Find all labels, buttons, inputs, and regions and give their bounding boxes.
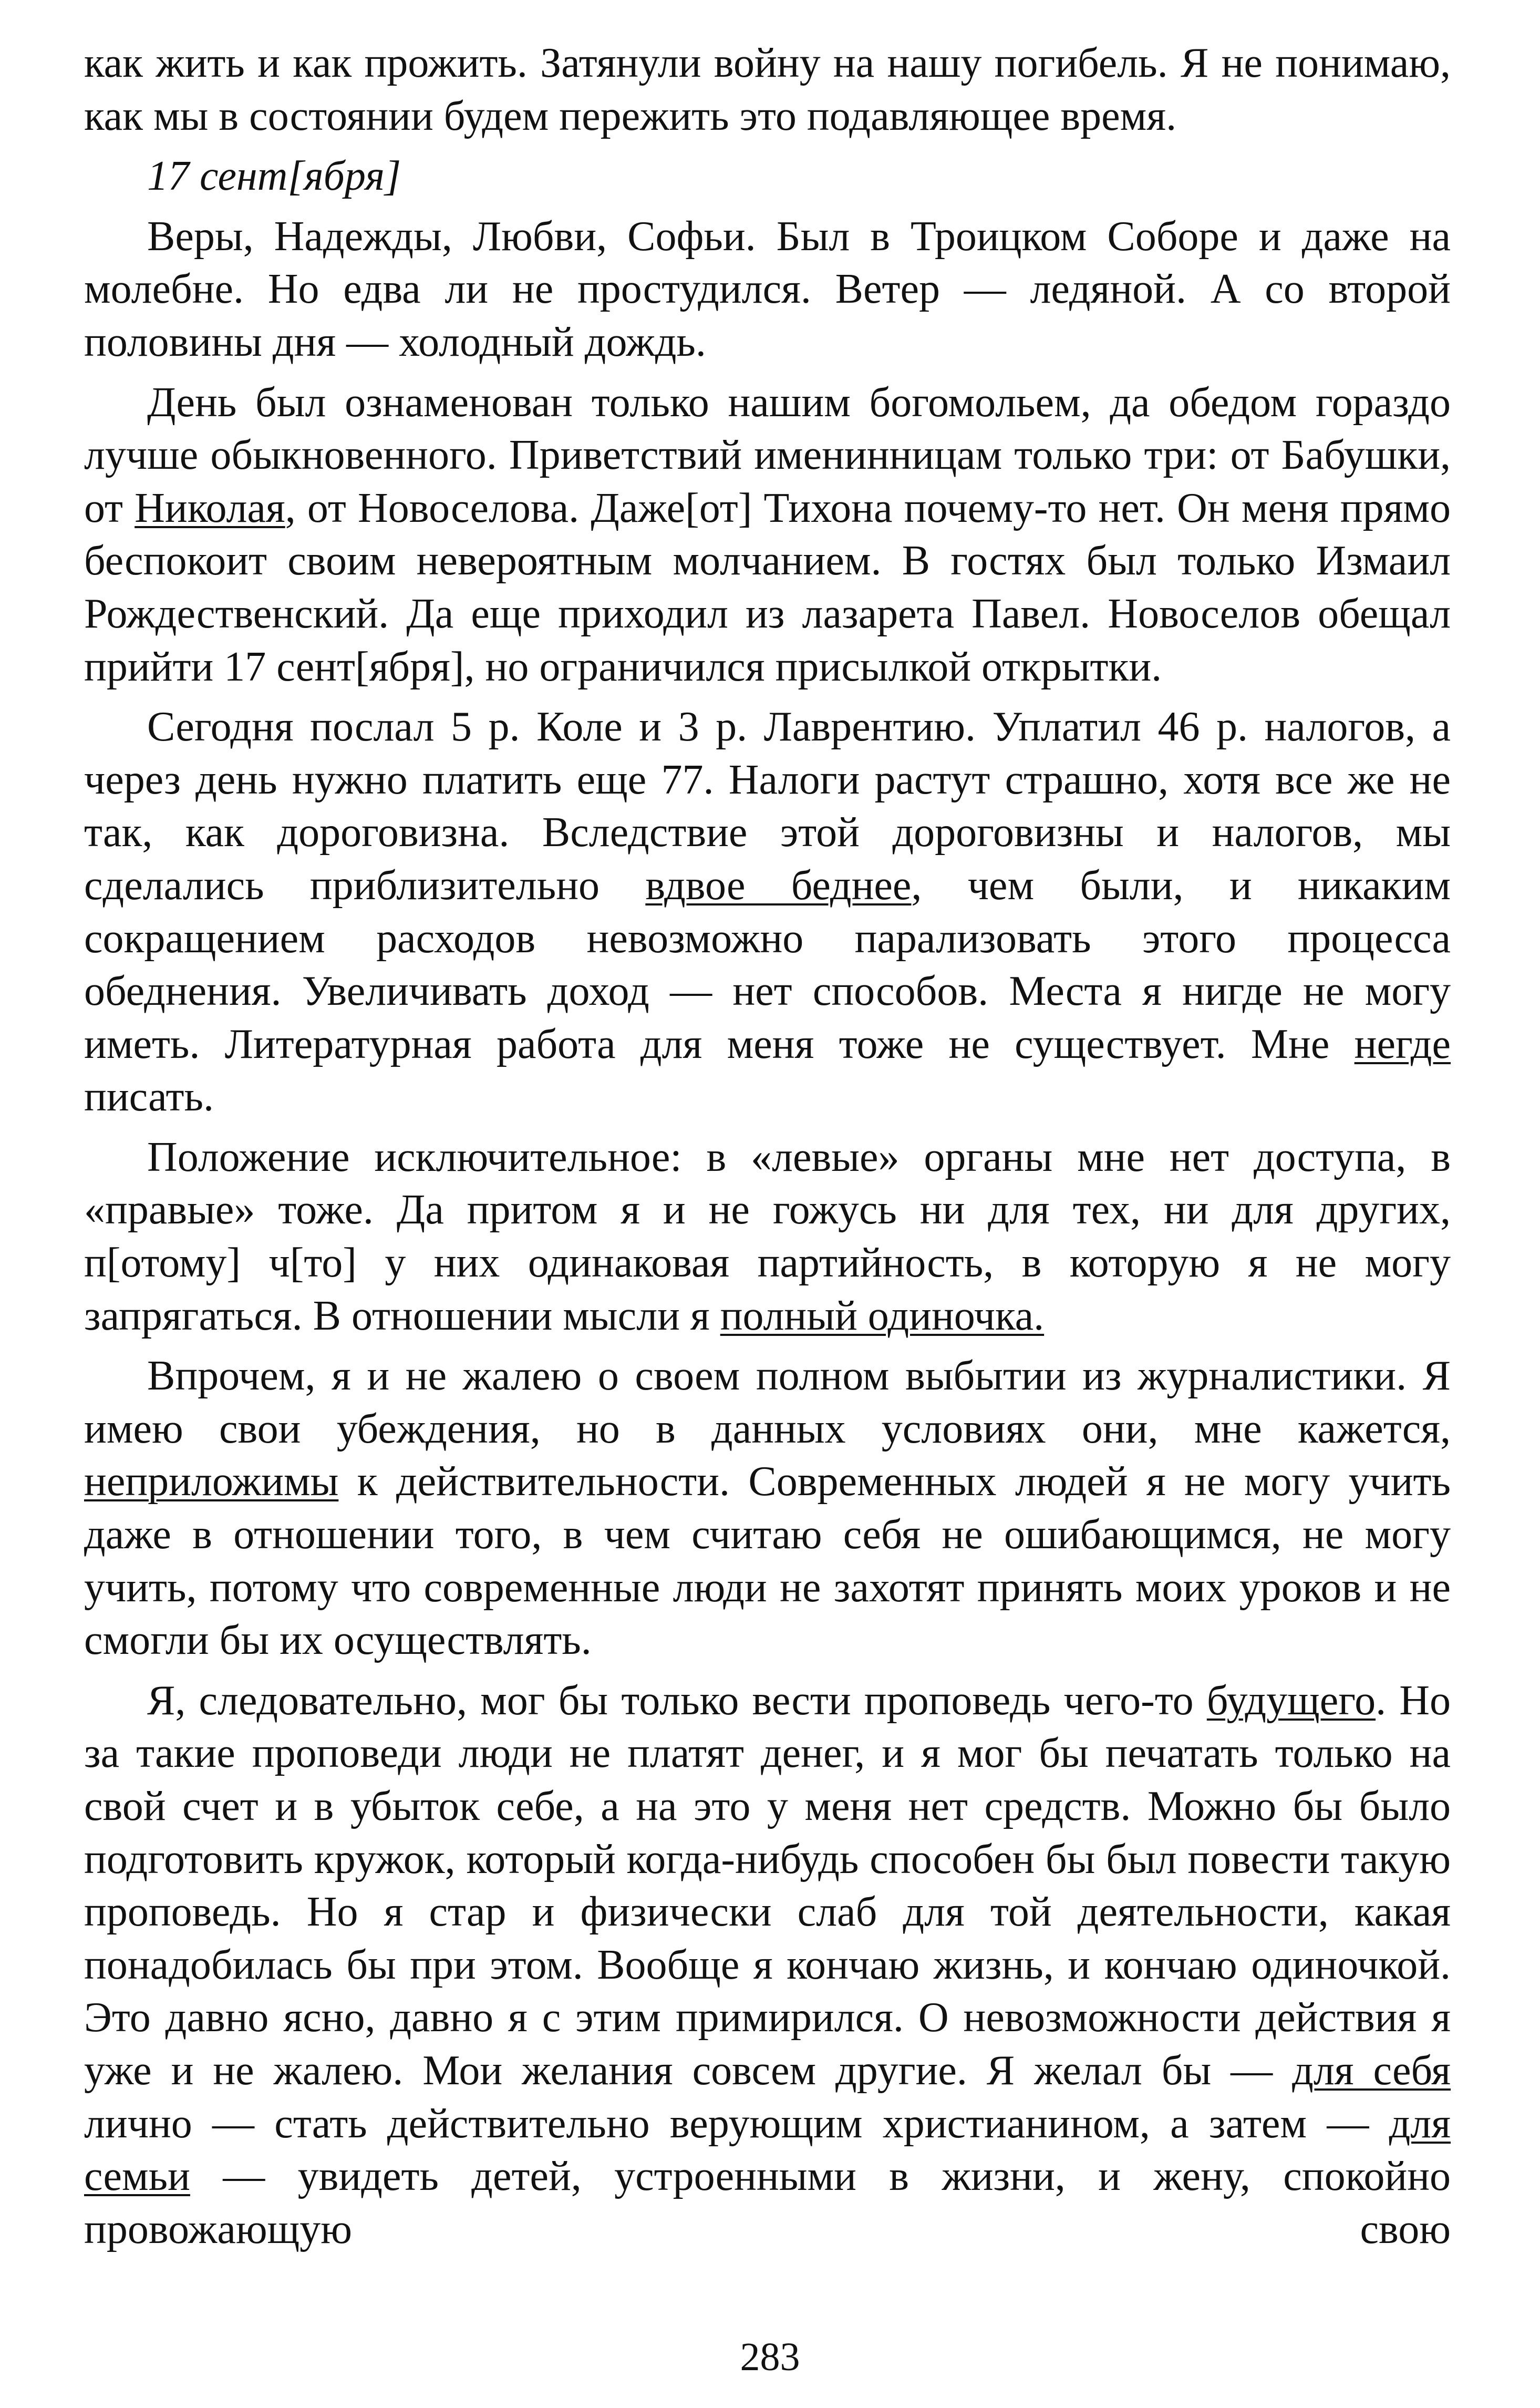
- text-run: — увидеть детей, устроенными в жизни, и жену, спокойно провожающую свою: [84, 2153, 1451, 2252]
- underlined-text: Николая: [135, 485, 285, 531]
- underlined-text: будущего: [1206, 1677, 1376, 1724]
- text-run: День был ознаменован только нашим богомольем, да обедом гораздо лучше обыкновенного. Приветствий именинницам только три: от Бабушки, от: [84, 379, 1451, 531]
- paragraph-gap: [84, 1667, 1451, 1674]
- paragraph: [84, 1674, 1451, 2256]
- paragraph-gap: [84, 1124, 1451, 1131]
- paragraph: [84, 210, 1451, 369]
- underlined-text: полный одиночка.: [720, 1292, 1045, 1339]
- paragraph: [84, 1131, 1451, 1342]
- paragraph-gap: [84, 142, 1451, 150]
- paragraph-gap: [84, 203, 1451, 210]
- page-text: [84, 37, 1451, 2256]
- text-run: Сегодня послал 5 р. Коле и 3 р. Лаврентию. Уплатил 46 р. налогов, а через день нужно платить еще 77. Налоги растут страшно, хотя все же не так, как дороговизна. Вследствие этой дороговизны и налогов, мы сделались приблизительно: [84, 704, 1451, 909]
- underlined-text: для себя: [1292, 2047, 1451, 2094]
- paragraph: [84, 376, 1451, 694]
- underlined-text: вдвое беднее: [645, 862, 912, 909]
- underlined-text: неприложимы: [84, 1458, 339, 1505]
- text-run: . Но за такие проповеди люди не платят денег, и я мог бы печатать только на свой счет и в убыток себе, а на это у меня нет средств. Можно бы было подготовить кружок, который когда-нибудь способен бы был повести такую проповедь. Но я стар и физически слаб для той деятельности, какая понадобилась бы при этом. Вообще я кончаю жизнь, и кончаю одиночкой. Это давно ясно, давно я с этим примирился. О невозможности действия я уже и не жалею. Мои желания совсем другие. Я желал бы —: [84, 1677, 1451, 2094]
- text-run: к действительности. Современных людей я не могу учить даже в отношении того, в чем считаю себя не ошибающимся, не могу учить, потому что современные люди не захотят принять моих уроков и не смогли бы их осуществлять.: [84, 1458, 1451, 1664]
- text-run: , от Новоселова. Даже[от] Тихона почему-то нет. Он меня прямо беспокоит своим невероятным молчанием. В гостях был только Измаил Рождественский. Да еще приходил из лазарета Павел. Новоселов обещал прийти 17 сент[ября], но ограничился присылкой открытки.: [84, 485, 1451, 690]
- paragraph: [84, 37, 1451, 142]
- underlined-text: для семьи: [84, 2100, 1451, 2200]
- text-run: как жить и как прожить. Затянули войну на нашу погибель. Я не понимаю, как мы в состоянии будем пережить это подавляющее время.: [84, 40, 1451, 139]
- text-run: писать.: [84, 1074, 214, 1120]
- text-run: лично — стать действительно верующим христианином, а затем —: [84, 2100, 1389, 2147]
- text-run: Впрочем, я и не жалею о своем полном выбытии из журналистики. Я имею свои убеждения, но в данных условиях они, мне кажется,: [84, 1353, 1451, 1452]
- paragraph: [84, 701, 1451, 1124]
- text-run: 17 сент[ября]: [147, 153, 401, 200]
- text-run: , чем были, и никаким сокращением расходов невозможно парализовать этого процесса обеднения. Увеличивать доход — нет способов. Места я нигде не могу иметь. Литературная работа для меня тоже не существует. Мне: [84, 862, 1451, 1067]
- paragraph-gap: [84, 693, 1451, 701]
- page-number: 283: [740, 2335, 800, 2379]
- paragraph: [84, 1350, 1451, 1667]
- text-run: Положение исключительное: в «левые» органы мне нет доступа, в «правые» тоже. Да притом я и не гожусь ни для тех, ни для других, п[отому] ч[то] у них одинаковая партийность, в которую я не могу запрягаться. В отношении мысли я: [84, 1134, 1451, 1339]
- entry-date: [84, 150, 1451, 203]
- paragraph-gap: [84, 1342, 1451, 1350]
- underlined-text: негде: [1354, 1021, 1451, 1067]
- paragraph-gap: [84, 369, 1451, 376]
- text-run: Я, следовательно, мог бы только вести проповедь чего-то: [147, 1677, 1207, 1724]
- text-run: Веры, Надежды, Любви, Софьи. Был в Троицком Соборе и даже на молебне. Но едва ли не простудился. Ветер — ледяной. А со второй половины дня — холодный дождь.: [84, 213, 1451, 365]
